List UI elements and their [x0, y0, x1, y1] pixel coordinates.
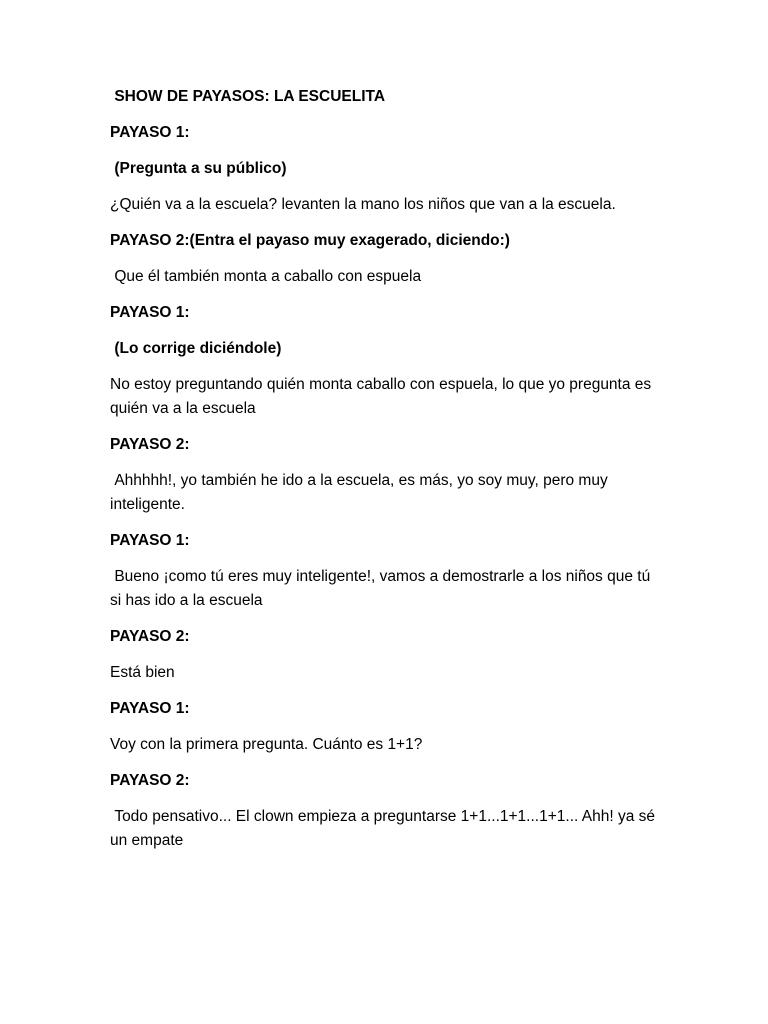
dialogue-line: Que él también monta a caballo con espuela	[110, 268, 422, 285]
speaker-label: PAYASO 2:	[110, 628, 190, 645]
speaker-label: PAYASO 1:	[110, 124, 190, 141]
stage-direction: (Pregunta a su público)	[110, 160, 287, 177]
speaker-label: PAYASO 2:(Entra el payaso muy exagerado, diciendo:)	[110, 232, 510, 249]
speaker-label: PAYASO 1:	[110, 532, 190, 549]
dialogue-line: Ahhhhh!, yo también he ido a la escuela, es más, yo soy muy, pero muy inteligente.	[110, 472, 613, 513]
document-title: SHOW DE PAYASOS: LA ESCUELITA	[110, 88, 386, 105]
speaker-label: PAYASO 1:	[110, 700, 190, 717]
dialogue-line: Bueno ¡como tú eres muy inteligente!, vamos a demostrarle a los niños que tú si has ido a la escuela	[110, 568, 655, 609]
speaker-label: PAYASO 2:	[110, 772, 190, 789]
speaker-label: PAYASO 2:	[110, 436, 190, 453]
dialogue-line: ¿Quién va a la escuela? levanten la mano los niños que van a la escuela.	[110, 196, 616, 213]
document-page	[110, 85, 660, 865]
dialogue-line: No estoy preguntando quién monta caballo con espuela, lo que yo pregunta es quién va a la escuela	[110, 376, 656, 417]
speaker-label: PAYASO 1:	[110, 304, 190, 321]
stage-direction: (Lo corrige diciéndole)	[110, 340, 282, 357]
dialogue-line: Todo pensativo... El clown empieza a preguntarse 1+1...1+1...1+1... Ahh! ya sé un empate	[110, 808, 660, 849]
dialogue-line: Está bien	[110, 664, 175, 681]
dialogue-line: Voy con la primera pregunta. Cuánto es 1+1?	[110, 736, 423, 753]
